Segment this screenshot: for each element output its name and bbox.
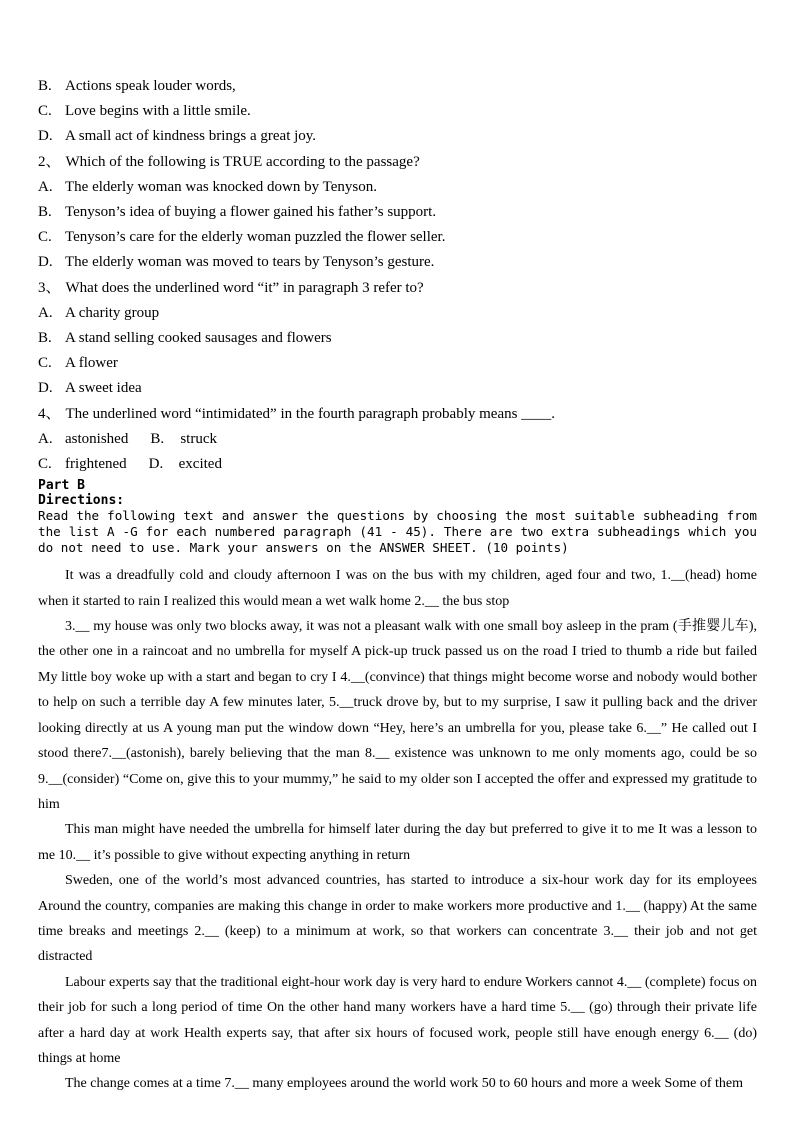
directions-label: Directions: bbox=[38, 493, 125, 509]
cloze-paragraph-2: 3.__ my house was only two blocks away, it was not a pleasant walk with one small boy asleep in the pram (手推婴儿车), the other one in a raincoat and no umbrella for myself A pick-up truck passed us on the road I tried to thumb a ride but failed My little boy woke up with a start and began to cry I 4.__(convince) that things might become worse and nobody would bother to help on such a terrible day A few minutes later, 5.__truck drove by, but to my surprise, I saw it pulling back and the driver looking directly at us A young man put the window down “Hey, here’s an umbrella for you, please take 6.__” He called out I stood there7.__(astonish), barely believing that the man 8.__ existence was unknown to me only moments ago, could be so 9.__(consider) “Come on, give this to your mummy,” he said to my older son I accepted the offer and expressed my gratitude to him bbox=[38, 619, 757, 812]
option-label: D. bbox=[38, 254, 53, 271]
option-line bbox=[38, 74, 757, 99]
directions-text: Read the following text and answer the questions by choosing the most suitable subheading from the list A -G for each numbered paragraph (41 - 45). There are two extra subheadings which you do not need to use. Mark your answers on the ANSWER SHEET. (10 points) bbox=[38, 508, 757, 556]
option-label: A. bbox=[38, 178, 53, 195]
option-line bbox=[38, 351, 757, 376]
option-line bbox=[38, 124, 757, 149]
option-text: Love begins with a little smile. bbox=[65, 103, 251, 120]
option-label: C. bbox=[38, 355, 52, 372]
option-text: A small act of kindness brings a great joy. bbox=[65, 128, 317, 145]
option-label: B. bbox=[38, 330, 52, 347]
option-text: Tenyson’s idea of buying a flower gained his father’s support. bbox=[65, 204, 437, 221]
option-text: A sweet idea bbox=[65, 380, 142, 397]
part-b-heading: Part B bbox=[38, 478, 85, 494]
option-text: Actions speak louder words, bbox=[65, 78, 236, 94]
option-text: The elderly woman was moved to tears by Tenyson’s gesture. bbox=[65, 254, 435, 271]
option-label: B. bbox=[150, 430, 165, 447]
option-text: astonished bbox=[65, 430, 129, 447]
cloze-passages bbox=[38, 563, 757, 1097]
question-text: The underlined word “intimidated” in the fourth paragraph probably means ____. bbox=[65, 405, 555, 422]
option-label: D. bbox=[38, 380, 53, 397]
option-text: excited bbox=[178, 456, 222, 473]
question-number: 3、 bbox=[38, 279, 61, 296]
option-line bbox=[38, 326, 757, 351]
question-line bbox=[38, 150, 757, 175]
cloze-paragraph-5: Labour experts say that the traditional eight-hour work day is very hard to endure Workers cannot 4.__ (complete) focus on their job for such a long period of time On the other hand many workers have a hard time 5.__ (go) through their private life after a hard day at work Health experts say, that after six hours of focused work, people still have enough energy 6.__ (do) things at home bbox=[38, 974, 757, 1066]
option-text: The elderly woman was knocked down by Tenyson. bbox=[65, 178, 377, 195]
option-label: C. bbox=[38, 103, 52, 120]
cloze-paragraph-4: Sweden, one of the world’s most advanced countries, has started to introduce a six-hour work day for its employees Around the country, companies are making this change in order to make workers more productive and 1.__ (happy) At the same time breaks and meetings 2.__ (keep) to a minimum at work, so that workers can concentrate 3.__ their job and not get distracted bbox=[38, 873, 757, 965]
option-line bbox=[38, 225, 757, 250]
cloze-paragraph-1: It was a dreadfully cold and cloudy afternoon I was on the bus with my children, aged four and two, 1.__(head) home when it started to rain I realized this would mean a wet walk home 2.__ the bus stop bbox=[38, 568, 757, 609]
option-text: A charity group bbox=[65, 304, 160, 321]
question-number: 4、 bbox=[38, 405, 61, 422]
question-line bbox=[38, 276, 757, 301]
part-b-section bbox=[38, 478, 757, 1097]
option-label: B. bbox=[38, 204, 52, 221]
option-text: struck bbox=[180, 430, 217, 447]
option-line bbox=[38, 452, 757, 477]
question-text: Which of the following is TRUE according to the passage? bbox=[65, 153, 420, 170]
option-line bbox=[38, 427, 757, 452]
option-label: B. bbox=[38, 78, 52, 94]
question-text: What does the underlined word “it” in paragraph 3 refer to? bbox=[65, 279, 424, 296]
option-line bbox=[38, 301, 757, 326]
option-text: Tenyson’s care for the elderly woman puzzled the flower seller. bbox=[65, 229, 446, 246]
option-label: A. bbox=[38, 304, 53, 321]
question-number: 2、 bbox=[38, 153, 61, 170]
option-label: C. bbox=[38, 456, 52, 473]
option-line bbox=[38, 200, 757, 225]
option-label: D. bbox=[38, 128, 53, 145]
option-text: frightened bbox=[65, 456, 127, 473]
option-line bbox=[38, 175, 757, 200]
option-label: A. bbox=[38, 430, 53, 447]
option-label: D. bbox=[148, 456, 164, 473]
option-text: A stand selling cooked sausages and flowers bbox=[65, 330, 332, 347]
option-line bbox=[38, 250, 757, 275]
option-label: C. bbox=[38, 229, 52, 246]
option-text: A flower bbox=[65, 355, 118, 372]
option-line bbox=[38, 376, 757, 401]
option-line bbox=[38, 99, 757, 124]
part-a-questions bbox=[38, 74, 757, 477]
cloze-paragraph-6: The change comes at a time 7.__ many employees around the world work 50 to 60 hours and more a week Some of them bbox=[65, 1076, 744, 1092]
question-line bbox=[38, 402, 757, 427]
cloze-paragraph-3: This man might have needed the umbrella for himself later during the day but preferred to give it to me It was a lesson to me 10.__ it’s possible to give without expecting anything in return bbox=[38, 822, 757, 863]
